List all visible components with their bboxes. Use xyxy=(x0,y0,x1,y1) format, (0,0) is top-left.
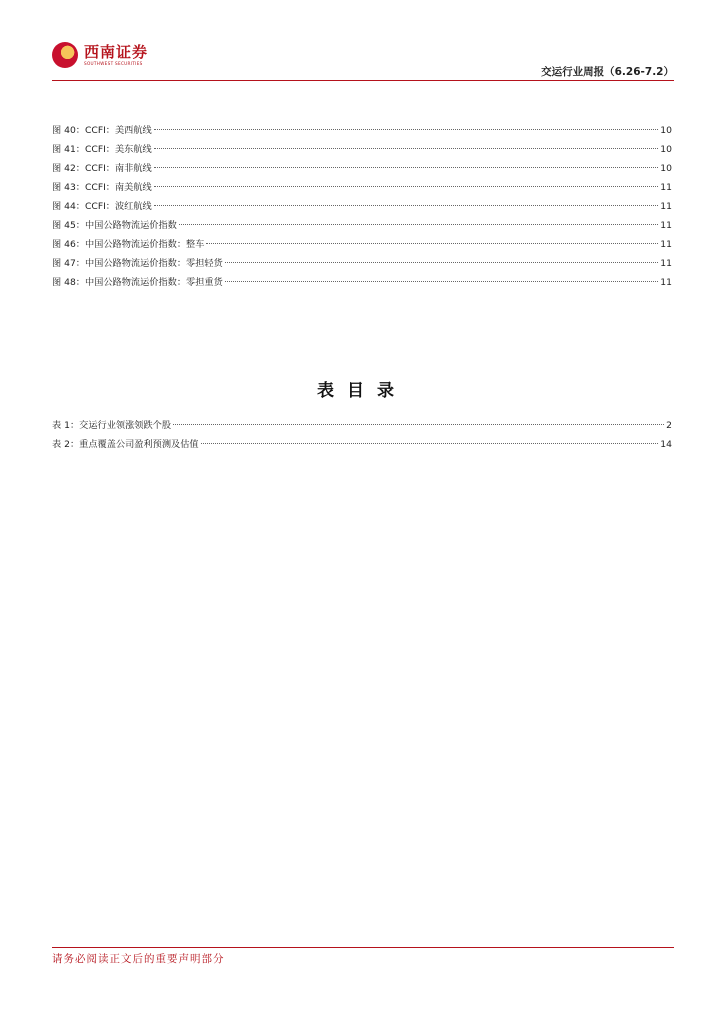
header-divider xyxy=(52,80,674,81)
toc-entry-label: 图 48：中国公路物流运价指数：零担重货 xyxy=(52,277,223,288)
toc-leader-dots xyxy=(225,281,658,282)
toc-leader-dots xyxy=(154,167,659,168)
toc-entry-page: 10 xyxy=(660,125,672,136)
disclaimer-notice: 请务必阅读正文后的重要声明部分 xyxy=(52,953,225,965)
page-header xyxy=(52,40,674,80)
logo-emblem-icon xyxy=(52,42,78,68)
toc-leader-dots xyxy=(154,148,659,149)
toc-leader-dots xyxy=(206,243,658,244)
toc-entry[interactable] xyxy=(52,273,672,292)
toc-entry-label: 表 2：重点覆盖公司盈利预测及估值 xyxy=(52,439,199,450)
report-title: 交运行业周报（6.26-7.2） xyxy=(541,66,674,78)
toc-entry[interactable] xyxy=(52,216,672,235)
toc-entry[interactable] xyxy=(52,197,672,216)
toc-entry-label: 图 42：CCFI：南非航线 xyxy=(52,163,152,174)
toc-entry-page: 11 xyxy=(660,182,672,193)
toc-entry-label: 图 46：中国公路物流运价指数：整车 xyxy=(52,239,205,250)
toc-entry[interactable] xyxy=(52,435,672,454)
toc-entry-page: 11 xyxy=(660,220,672,231)
toc-entry-page: 10 xyxy=(660,144,672,155)
toc-entry[interactable] xyxy=(52,159,672,178)
toc-leader-dots xyxy=(154,205,659,206)
toc-entry-page: 11 xyxy=(660,258,672,269)
toc-entry[interactable] xyxy=(52,140,672,159)
toc-entry-page: 11 xyxy=(660,239,672,250)
toc-entry-label: 图 41：CCFI：美东航线 xyxy=(52,144,152,155)
toc-entry-page: 10 xyxy=(660,163,672,174)
toc-leader-dots xyxy=(179,224,658,225)
toc-entry-page: 2 xyxy=(666,420,672,431)
toc-entry-label: 图 47：中国公路物流运价指数：零担轻货 xyxy=(52,258,223,269)
toc-entry-label: 图 44：CCFI：波红航线 xyxy=(52,201,152,212)
toc-entry-label: 图 45：中国公路物流运价指数 xyxy=(52,220,177,231)
toc-leader-dots xyxy=(201,443,659,444)
toc-leader-dots xyxy=(154,129,659,130)
table-toc-list xyxy=(52,416,672,454)
figure-toc-list xyxy=(52,121,672,292)
toc-entry[interactable] xyxy=(52,178,672,197)
toc-entry-label: 图 40：CCFI：美西航线 xyxy=(52,125,152,136)
company-logo xyxy=(52,42,148,68)
logo-chinese-name: 西南证券 xyxy=(84,43,149,61)
toc-entry[interactable] xyxy=(52,235,672,254)
toc-entry-label: 图 43：CCFI：南美航线 xyxy=(52,182,152,193)
table-toc-heading: 表目录 xyxy=(317,381,407,401)
toc-leader-dots xyxy=(225,262,658,263)
logo-english-name: SOUTHWEST SECURITIES xyxy=(84,61,143,66)
toc-entry[interactable] xyxy=(52,121,672,140)
toc-entry[interactable] xyxy=(52,254,672,273)
toc-entry-page: 11 xyxy=(660,201,672,212)
footer-divider xyxy=(52,947,674,948)
toc-leader-dots xyxy=(154,186,659,187)
toc-entry-page: 11 xyxy=(660,277,672,288)
toc-entry-label: 表 1：交运行业领涨领跌个股 xyxy=(52,420,172,431)
toc-entry[interactable] xyxy=(52,416,672,435)
toc-leader-dots xyxy=(173,424,664,425)
toc-entry-page: 14 xyxy=(660,439,672,450)
